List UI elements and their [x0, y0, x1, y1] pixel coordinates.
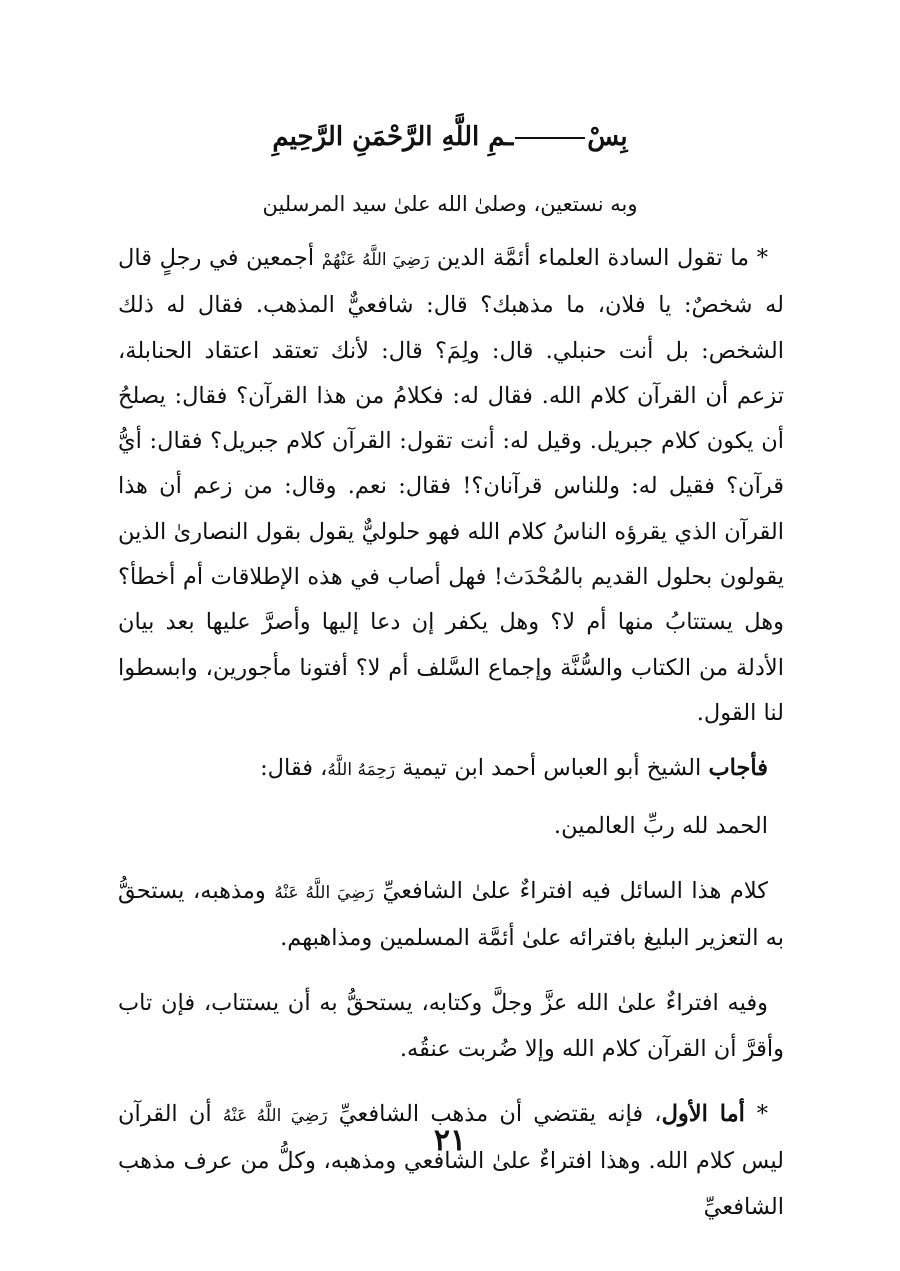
basmala-rest: ـمِ اللَّهِ الرَّحْمَنِ الرَّحِيمِ: [272, 122, 514, 152]
section-heading-inline: أما الأول: [661, 1101, 757, 1128]
honorific-glyph: رَضِيَ اللَّهُ عَنْهُ: [274, 882, 374, 903]
honorific-glyph: رَحِمَهُ اللَّهُ: [327, 760, 396, 781]
page-body: [118, 236, 784, 1230]
basmala-kashida: [515, 137, 585, 139]
asterisk-marker: *: [756, 1101, 768, 1128]
paragraph-2: وفيه افتراءٌ علىٰ الله عزَّ وجلَّ وكتابه، يستحقُّ به أن يستتاب، فإن تاب وأقرَّ أن القرآن كلام الله وإلا ضُربت عنقُه.: [118, 990, 784, 1062]
answer-intro: فأجاب الشيخ أبو العباس أحمد ابن تيمية رَحِمَهُ اللَّهُ، فقال:: [260, 755, 768, 782]
basmala-start: بِسْ: [587, 122, 628, 152]
asterisk-marker: *: [756, 245, 768, 271]
hamd-line: الحمد لله ربِّ العالمين.: [553, 812, 768, 839]
page-number: ٢١: [433, 1123, 467, 1158]
paragraph-1: كلام هذا السائل فيه افتراءٌ علىٰ الشافعيِّ رَضِيَ اللَّهُ عَنْهُ ومذهبه، يستحقُّ به التعزير البليغ بافترائه علىٰ أئمَّة المسلمين ومذاهبهم.: [118, 877, 784, 952]
answer-lead-word: فأجاب: [708, 755, 768, 782]
honorific-glyph: رَضِيَ اللَّهُ عَنْهُمْ: [321, 250, 430, 270]
honorific-glyph: رَضِيَ اللَّهُ عَنْهُ: [222, 1106, 328, 1127]
basmala-calligraphy: [0, 122, 900, 152]
opening-line: وبه نستعين، وصلىٰ الله علىٰ سيد المرسلين: [262, 192, 638, 216]
question-paragraph: * ما تقول السادة العلماء أئمَّة الدين رَضِيَ اللَّهُ عَنْهُمْ أجمعين في رجلٍ قال له شخصٌ: يا فلان، ما مذهبك؟ قال: شافعيٌّ المذهب. فقال له ذلك الشخص: بل أنت حنبلي. قال: ولِمَ؟ قال: لأنك تعتقد اعتقاد الحنابلة، تزعم أن القرآن كلام الله. فقال له: فكلامُ من هذا القرآن؟ فقال: يصلحُ أن يكون كلام جبريل. وقيل له: أنت تقول: القرآن كلام جبريل؟ فقال: أيُّ قرآن؟ فقيل له: وللناس قرآنان؟! فقال: نعم. وقال: من زعم أن هذا القرآن الذي يقرؤه الناسُ كلام الله فهو حلوليٌّ يقول بقول النصارىٰ الذين يقولون بحلول القديم بالمُحْدَث! فهل أصاب في هذه الإطلاقات أم أخطأ؟ وهل يستتابُ منها أم لا؟ وهل يكفر إن دعا إليها وأصرَّ عليها بعد بيان الأدلة من الكتاب والسُّنَّة وإجماع السَّلف أم لا؟ أفتونا مأجورين، وابسطوا لنا القول.: [118, 245, 784, 726]
paragraph-3: * أما الأول، فإنه يقتضي أن مذهب الشافعيِّ رَضِيَ اللَّهُ عَنْهُ أن القرآن ليس كلام الله. وهذا افتراءٌ علىٰ الشافعي ومذهبه، وكلُّ من عرف مذهب الشافعيِّ: [118, 1101, 784, 1220]
